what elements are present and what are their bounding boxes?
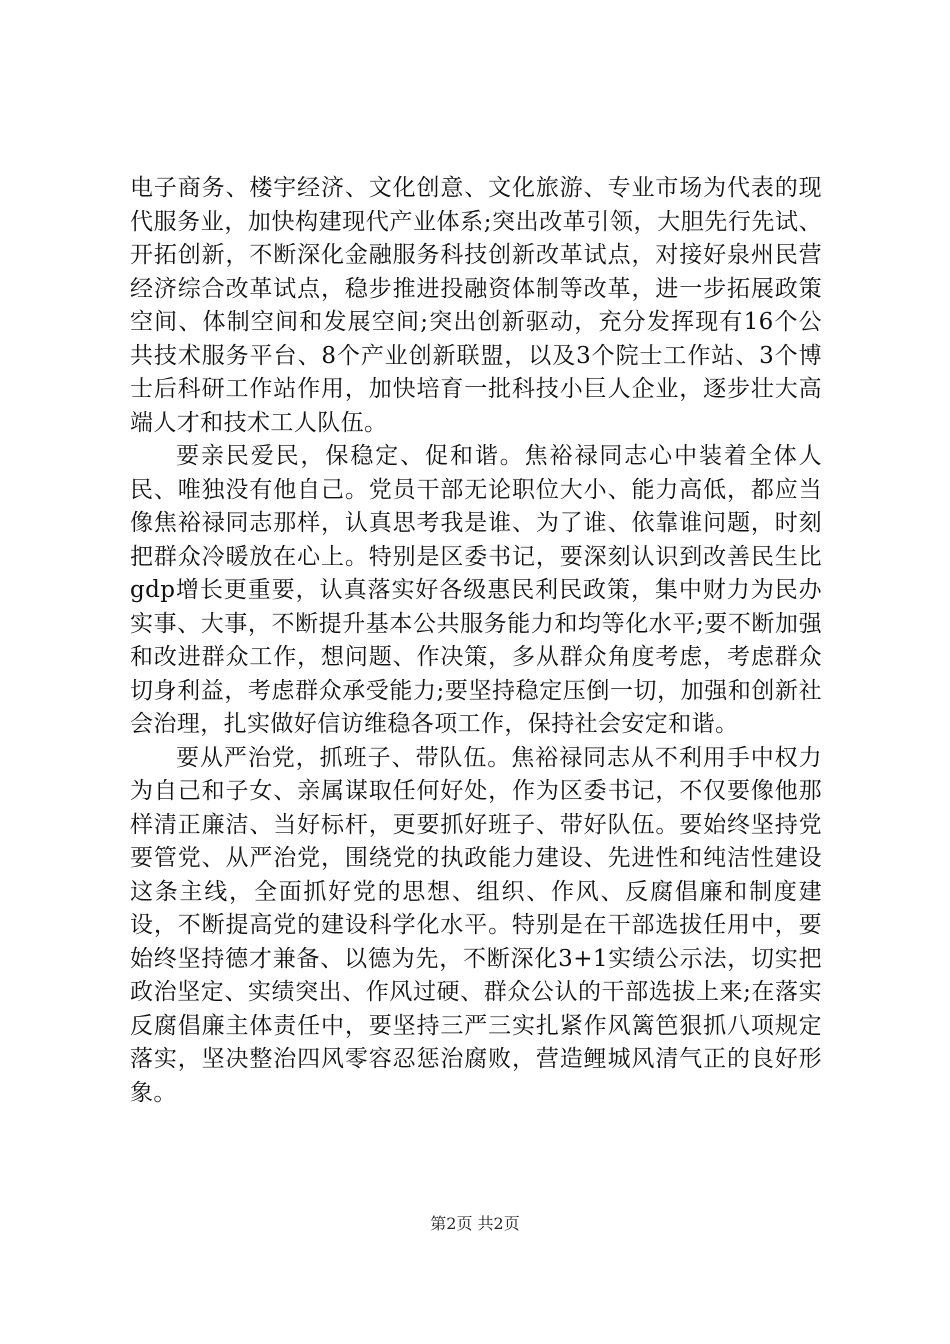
- paragraph-1: 电子商务、楼宇经济、文化创意、文化旅游、专业市场为代表的现代服务业，加快构建现代产业体系;突出改革引领，大胆先行先试、开拓创新，不断深化金融服务科技创新改革试点，对接好泉州民营经济综合改革试点，稳步推进投融资体制等改革，进一步拓展政策空间、体制空间和发展空间;突出创新驱动，充分发挥现有16个公共技术服务平台、8个产业创新联盟，以及3个院士工作站、3个博士后科研工作站作用，加快培育一批科技小巨人企业，逐步壮大高端人才和技术工人队伍。: [130, 175, 822, 436]
- page-footer: 第2页 共2页: [430, 1214, 520, 1233]
- paragraph-3: 要从严治党，抓班子、带队伍。焦裕禄同志从不利用手中权力为自己和子女、亲属谋取任何好处，作为区委书记，不仅要像他那样清正廉洁、当好标杆，更要抓好班子、带好队伍。要始终坚持党要管党、从严治党，围绕党的执政能力建设、先进性和纯洁性建设这条主线，全面抓好党的思想、组织、作风、反腐倡廉和制度建设，不断提高党的建设科学化水平。特别是在干部选拔任用中，要始终坚持德才兼备、以德为先，不断深化3+1实绩公示法，切实把政治坚定、实绩突出、作风过硬、群众公认的干部选拔上来;在落实反腐倡廉主体责任中，要坚持三严三实扎紧作风篱笆狠抓八项规定落实，坚决整治四风零容忍惩治腐败，营造鲤城风清气正的良好形象。: [130, 744, 822, 1106]
- paragraph-2: 要亲民爱民，保稳定、促和谐。焦裕禄同志心中装着全体人民、唯独没有他自己。党员干部无论职位大小、能力高低，都应当像焦裕禄同志那样，认真思考我是谁、为了谁、依靠谁问题，时刻把群众冷暖放在心上。特别是区委书记，要深刻认识到改善民生比gdp增长更重要，认真落实好各级惠民利民政策，集中财力为民办实事、大事，不断提升基本公共服务能力和均等化水平;要不断加强和改进群众工作，想问题、作决策，多从群众角度考虑，考虑群众切身利益，考虑群众承受能力;要坚持稳定压倒一切，加强和创新社会治理，扎实做好信访维稳各项工作，保持社会安定和谐。: [130, 443, 822, 737]
- document-body: [130, 172, 822, 1110]
